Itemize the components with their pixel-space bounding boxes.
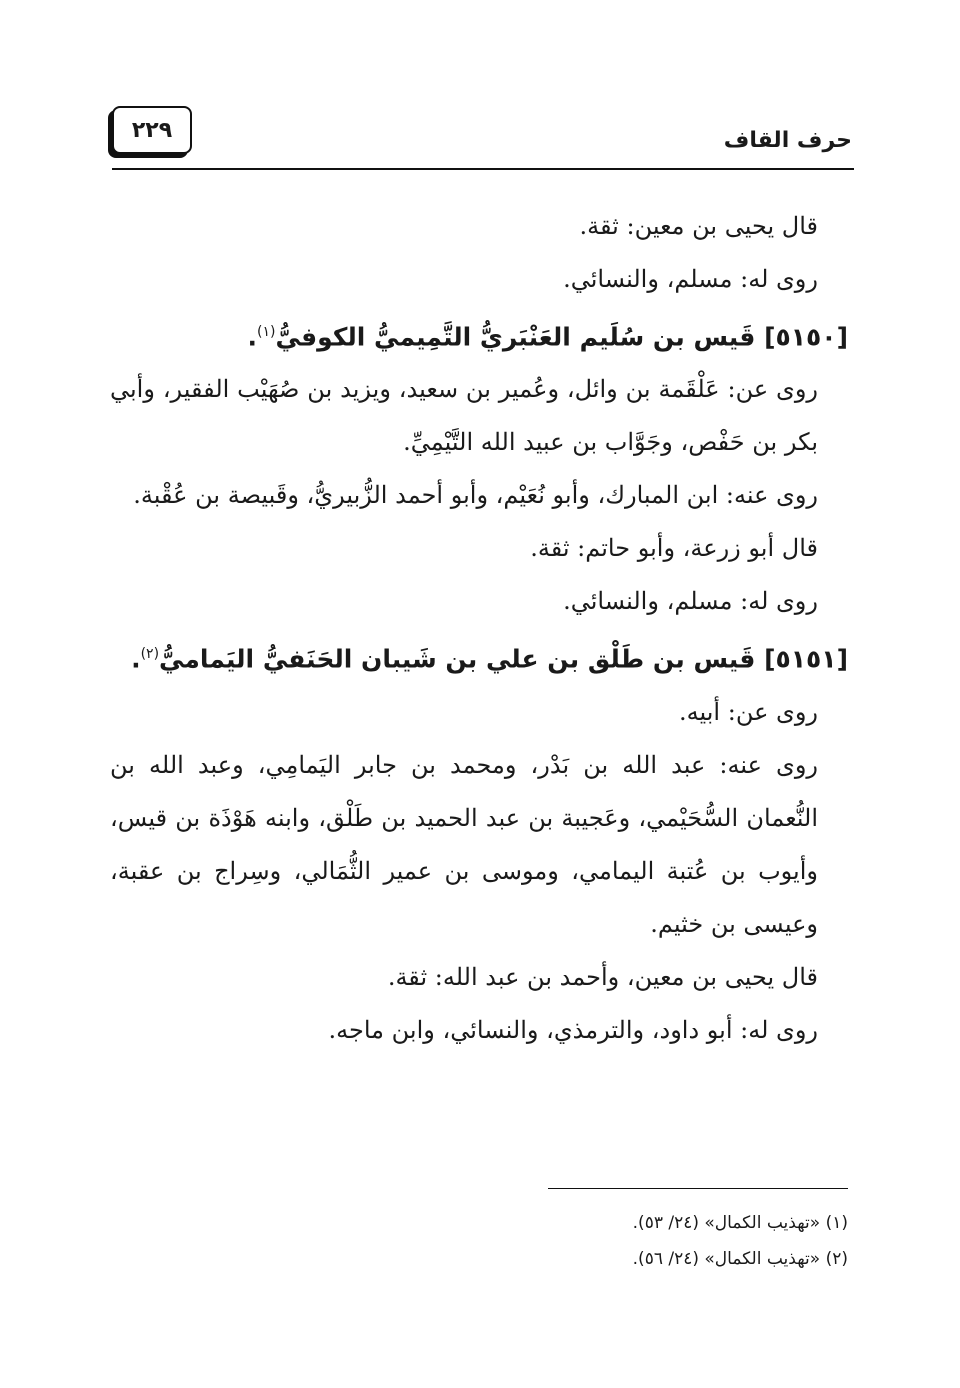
text-paragraph: روى له: أبو داود، والترمذي، والنسائي، وابن ماجه. (328, 1015, 818, 1044)
chapter-title: حرف القاف (723, 128, 852, 153)
text-paragraph: قال يحيى بن معين، وأحمد بن عبد الله: ثقة. (387, 962, 818, 991)
footnote-separator (548, 1188, 848, 1189)
footnote-mark: (١) (257, 324, 276, 340)
entry-heading (110, 306, 848, 363)
entry-heading-suffix: . (131, 644, 141, 674)
page-body (110, 200, 848, 1057)
header-rule (112, 168, 854, 170)
text-paragraph: روى له: مسلم، والنسائي. (563, 587, 818, 616)
page-number-box: ٢٢٩ (112, 106, 192, 154)
footnote-mark: (٢) (140, 646, 160, 663)
entry-heading (110, 628, 848, 685)
text-paragraph: روى عن: عَلْقَمة بن وائل، وعُمير بن سعيد، ويزيد بن صُهَيْب الفقير، وأبي بكر بن حَفْص، وجَوَّاب بن عبيد الله التَّيْمِيِّ. (110, 375, 818, 457)
text-paragraph: روى عنه: عبد الله بن بَدْر، ومحمد بن جابر اليَمامِي، وعبد الله بن النُّعمان السُّحَيْمي، وعَجيبة بن عبد الحميد بن طَلْق، وابنه هَوْذَة بن قيس، وأيوب بن عُتبة اليمامي، وموسى بن عمير الثُّمَالي، وسِراج بن عقبة، وعيسى بن خثيم. (110, 750, 818, 938)
footnote: (٢) «تهذيب الكمال» (٢٤/ ٥٦). (632, 1249, 848, 1269)
text-paragraph: روى له: مسلم، والنسائي. (563, 265, 818, 293)
footnotes (448, 1205, 848, 1277)
text-paragraph: روى عن: أبيه. (679, 697, 818, 726)
entry-heading-text: [٥١٥١] قَيس بن طَلْق بن علي بن شَيبان الحَنَفيُّ اليَماميُّ (159, 644, 848, 674)
footnote: (١) «تهذيب الكمال» (٢٤/ ٥٣). (632, 1213, 848, 1233)
text-paragraph: قال أبو زرعة، وأبو حاتم: ثقة. (530, 534, 818, 563)
text-paragraph: قال يحيى بن معين: ثقة. (579, 212, 818, 240)
text-paragraph: روى عنه: ابن المبارك، وأبو نُعَيْم، وأبو أحمد الزُّبيريُّ، وقَبيصة بن عُقْبة. (133, 481, 818, 510)
entry-heading-suffix: . (247, 322, 258, 352)
entry-heading-text: [٥١٥٠] قَيس بن سُلَيم العَنْبَريُّ التَّمِيميُّ الكوفيُّ (275, 322, 848, 352)
